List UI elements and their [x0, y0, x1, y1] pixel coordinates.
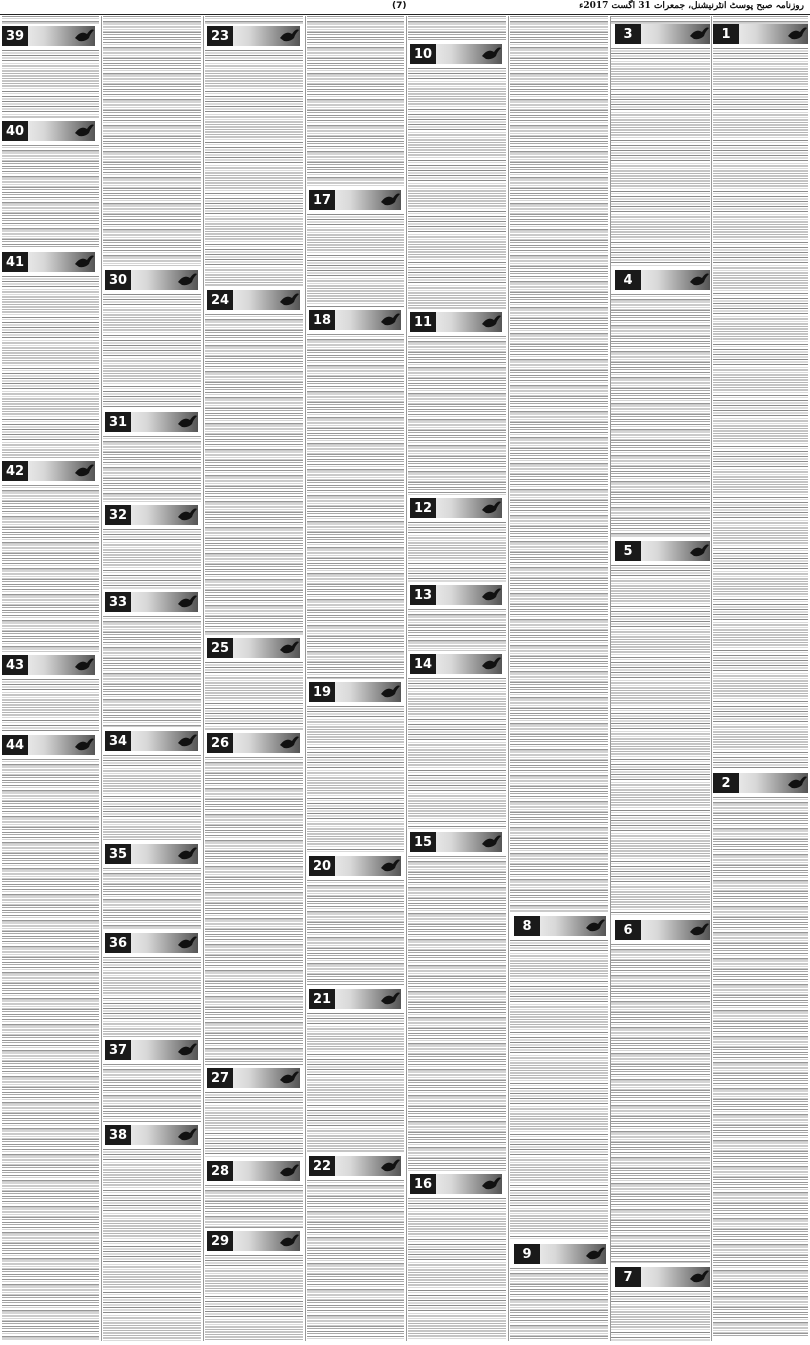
dove-icon — [480, 498, 502, 518]
dove-icon — [688, 920, 710, 940]
dove-icon — [176, 592, 198, 612]
entry-header-9: 9 — [514, 1244, 606, 1264]
entry-header-39: 39 — [2, 26, 95, 46]
dove-icon — [786, 24, 808, 44]
dove-icon — [278, 290, 300, 310]
dove-icon — [176, 412, 198, 432]
dove-icon — [480, 1174, 502, 1194]
column-rule — [711, 16, 712, 1341]
column-rule — [203, 16, 204, 1341]
entry-header-8: 8 — [514, 916, 606, 936]
dove-icon — [73, 461, 95, 481]
entry-header-10: 10 — [410, 44, 502, 64]
column-rule — [101, 16, 102, 1341]
dove-icon — [688, 541, 710, 561]
entry-header-5: 5 — [615, 541, 710, 561]
dove-icon — [786, 773, 808, 793]
page-number: (7) — [392, 1, 407, 11]
entry-header-4: 4 — [615, 270, 710, 290]
dove-icon — [278, 638, 300, 658]
entry-header-27: 27 — [207, 1068, 300, 1088]
dove-icon — [176, 844, 198, 864]
entry-header-2: 2 — [713, 773, 808, 793]
dove-icon — [73, 252, 95, 272]
entry-header-20: 20 — [309, 856, 401, 876]
entry-header-3: 3 — [615, 24, 710, 44]
entry-header-18: 18 — [309, 310, 401, 330]
column-1 — [713, 16, 808, 1341]
entry-header-44: 44 — [2, 735, 95, 755]
column-rule — [406, 16, 407, 1341]
dove-icon — [480, 44, 502, 64]
dove-icon — [379, 190, 401, 210]
dove-icon — [584, 1244, 606, 1264]
dove-icon — [278, 1231, 300, 1251]
dove-icon — [480, 585, 502, 605]
entry-header-19: 19 — [309, 682, 401, 702]
entry-header-28: 28 — [207, 1161, 300, 1181]
entry-header-31: 31 — [105, 412, 198, 432]
dove-icon — [688, 1267, 710, 1287]
column-8 — [2, 16, 99, 1341]
dove-icon — [688, 270, 710, 290]
dove-icon — [176, 1125, 198, 1145]
dove-icon — [73, 26, 95, 46]
entry-header-14: 14 — [410, 654, 502, 674]
entry-header-25: 25 — [207, 638, 300, 658]
page-header — [0, 0, 810, 15]
newspaper-title: روزنامہ صبح پوسٹ انٹرنیشنل، جمعرات 31 اگست 2017ء — [579, 1, 804, 11]
dove-icon — [176, 505, 198, 525]
entry-header-41: 41 — [2, 252, 95, 272]
dove-icon — [176, 933, 198, 953]
entry-header-32: 32 — [105, 505, 198, 525]
column-7 — [103, 16, 201, 1341]
dove-icon — [73, 121, 95, 141]
entry-header-24: 24 — [207, 290, 300, 310]
column-6 — [205, 16, 303, 1341]
dove-icon — [278, 26, 300, 46]
dove-icon — [379, 1156, 401, 1176]
dove-icon — [278, 733, 300, 753]
dove-icon — [379, 856, 401, 876]
entry-header-42: 42 — [2, 461, 95, 481]
dove-icon — [480, 312, 502, 332]
entry-header-37: 37 — [105, 1040, 198, 1060]
dove-icon — [278, 1068, 300, 1088]
entry-header-43: 43 — [2, 655, 95, 675]
entry-header-29: 29 — [207, 1231, 300, 1251]
column-rule — [305, 16, 306, 1341]
dove-icon — [480, 832, 502, 852]
entry-header-38: 38 — [105, 1125, 198, 1145]
column-4 — [408, 16, 506, 1341]
entry-header-40: 40 — [2, 121, 95, 141]
entry-header-11: 11 — [410, 312, 502, 332]
dove-icon — [73, 655, 95, 675]
dove-icon — [688, 24, 710, 44]
entry-header-23: 23 — [207, 26, 300, 46]
entry-header-1: 1 — [713, 24, 808, 44]
entry-header-16: 16 — [410, 1174, 502, 1194]
dove-icon — [176, 1040, 198, 1060]
dove-icon — [176, 731, 198, 751]
entry-header-33: 33 — [105, 592, 198, 612]
entry-header-26: 26 — [207, 733, 300, 753]
dove-icon — [73, 735, 95, 755]
entry-header-36: 36 — [105, 933, 198, 953]
dove-icon — [480, 654, 502, 674]
column-5 — [307, 16, 404, 1341]
column-3 — [510, 16, 608, 1341]
dove-icon — [379, 310, 401, 330]
column-rule — [508, 16, 509, 1341]
entry-header-7: 7 — [615, 1267, 710, 1287]
entry-header-17: 17 — [309, 190, 401, 210]
entry-header-22: 22 — [309, 1156, 401, 1176]
entry-header-21: 21 — [309, 989, 401, 1009]
entry-header-35: 35 — [105, 844, 198, 864]
dove-icon — [379, 989, 401, 1009]
dove-icon — [278, 1161, 300, 1181]
entry-header-34: 34 — [105, 731, 198, 751]
dove-icon — [379, 682, 401, 702]
entry-header-13: 13 — [410, 585, 502, 605]
entry-header-30: 30 — [105, 270, 198, 290]
entry-header-15: 15 — [410, 832, 502, 852]
column-2 — [611, 16, 710, 1341]
dove-icon — [176, 270, 198, 290]
entry-header-6: 6 — [615, 920, 710, 940]
entry-header-12: 12 — [410, 498, 502, 518]
dove-icon — [584, 916, 606, 936]
